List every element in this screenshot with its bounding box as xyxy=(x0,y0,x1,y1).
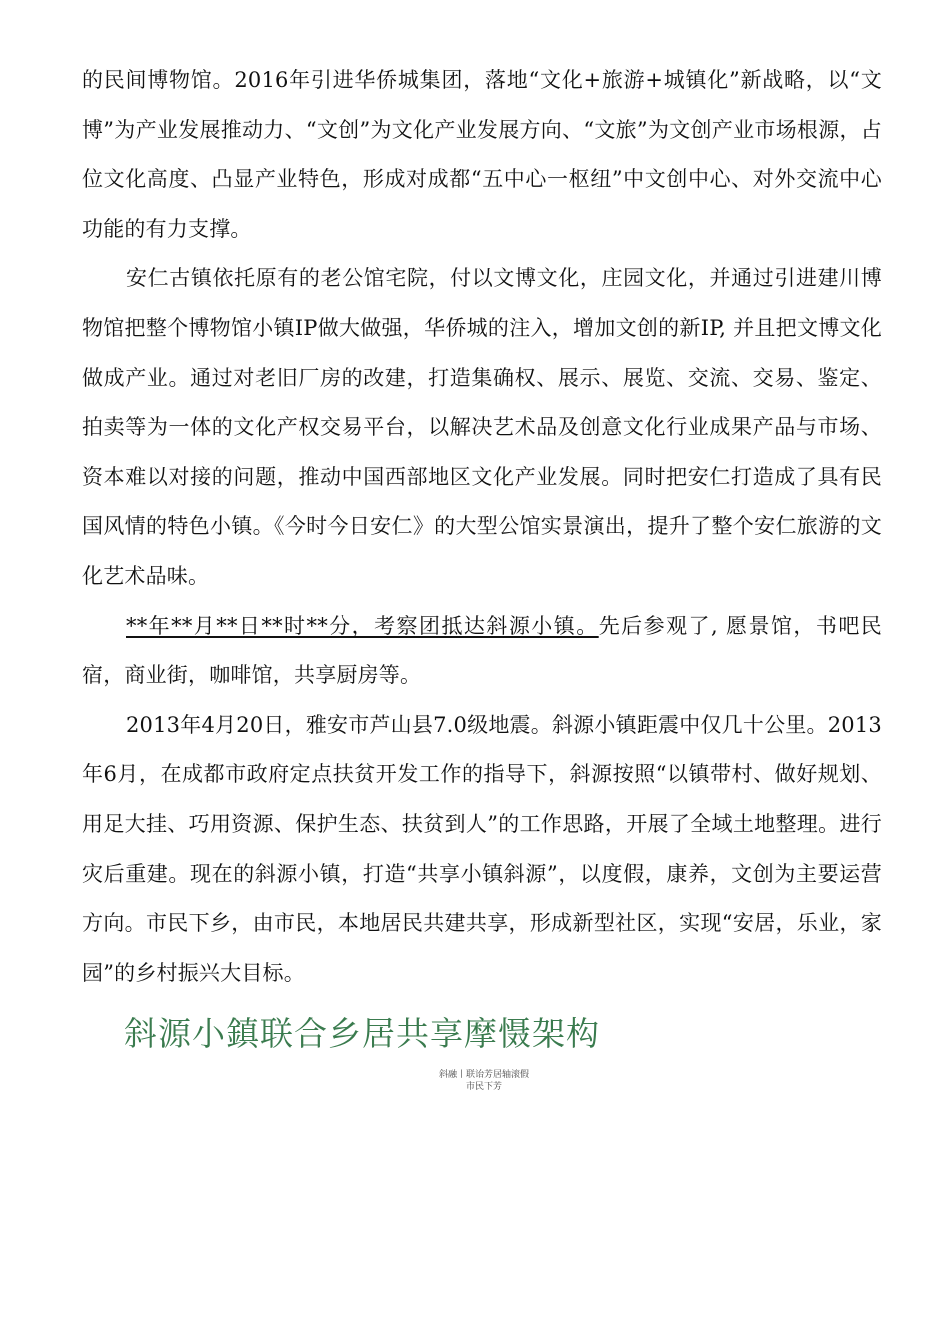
paragraph-anren-town: 安仁古镇依托原有的老公馆宅院，付以文博文化，庄园文化，并通过引进建川博物馆把整个博物馆小镇IP做大做强，华侨城的注入，增加文创的新IP, 并且把文博文化做成产业。通过对老旧厂房的改建，打造集确权、展示、展览、交流、交易、鉴定、拍卖等为一体的文化产权交易平台，以解决艺术品及创意文化行业成果产品与市场、资本难以对接的问题，推动中国西部地区文化产业发展。同时把安仁打造成了具有民国风情的特色小镇。《今时今日安仁》的大型公馆实景演出，提升了整个安仁旅游的文化艺术品味。 xyxy=(82,266,882,588)
visit-sites: 先后参观了, 愿景馆，书吧民宿，商业街，咖啡馆，共享厨房等。 xyxy=(82,613,882,688)
document-body xyxy=(82,56,882,998)
visit-time-underlined: **年**月**日**时**分，考察团抵达斜源小镇。 xyxy=(126,613,599,638)
paragraph-museum-strategy: 的民间博物馆。2016年引进华侨城集团，落地“文化+旅游+城镇化”新战略，以“文博”为产业发展推动力、“文创”为文化产业发展方向、“文旅”为文创产业市场根源，占位文化高度、凸显产业特色，形成对成都“五中心一枢纽”中文创中心、对外交流中心功能的有力支撑。 xyxy=(82,68,882,241)
figure-caption-line-1: 斜融丨联诒芳居轴滚假 xyxy=(438,1070,529,1080)
paragraph-xieyuan-rebuild: 2013年4月20日，雅安市芦山县7.0级地震。斜源小镇距震中仅几十公里。2013年6月，在成都市政府定点扶贫开发工作的指导下，斜源按照“以镇带村、做好规划、用足大挂、巧用资源、保护生态、扶贫到人”的工作思路，开展了全域土地整理。进行灾后重建。现在的斜源小镇，打造“共享小镇斜源”，以度假，康养，文创为主要运营方向。市民下乡，由市民，本地居民共建共享，形成新型社区，实现“安居，乐业，家园”的乡村振兴大目标。 xyxy=(82,712,882,985)
figure-heading: 斜源小鎮联合乡居共享摩慑架构 xyxy=(124,1014,600,1053)
paragraph-visit xyxy=(82,602,882,701)
figure-caption-line-2: 市民下芳 xyxy=(465,1082,502,1092)
